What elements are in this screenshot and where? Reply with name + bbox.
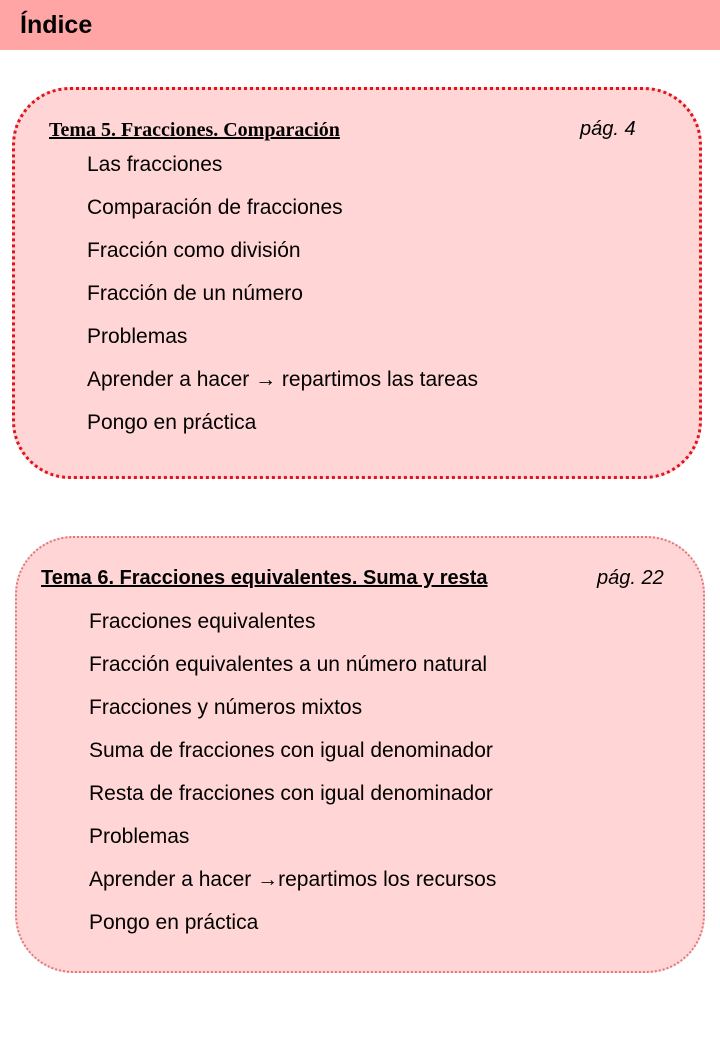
topic-6-page: pág. 22 bbox=[597, 567, 664, 589]
topic-item: Fracción de un número bbox=[87, 282, 303, 305]
topic-item: Pongo en práctica bbox=[87, 411, 257, 434]
topic-item: Problemas bbox=[87, 325, 188, 348]
topic-item: Comparación de fracciones bbox=[87, 196, 343, 219]
topic-6-item-list bbox=[89, 609, 496, 953]
topic-6-title: Tema 6. Fracciones equivalentes. Suma y resta bbox=[41, 567, 488, 589]
topic-item: Fracciones equivalentes bbox=[89, 610, 316, 633]
topic-item: Problemas bbox=[89, 825, 190, 848]
topic-5-title: Tema 5. Fracciones. Comparación bbox=[49, 119, 340, 141]
topic-item: Las fracciones bbox=[87, 153, 223, 176]
topic-item: Aprender a hacer →repartimos los recursos bbox=[89, 868, 497, 891]
topic-item: Suma de fracciones con igual denominador bbox=[89, 739, 493, 762]
topic-5-item-list bbox=[87, 152, 478, 453]
topic-5-page: pág. 4 bbox=[580, 118, 636, 140]
topic-6-box bbox=[15, 536, 705, 973]
topic-5-box bbox=[12, 87, 702, 479]
topic-item: Fracciones y números mixtos bbox=[89, 696, 363, 719]
topic-item: Pongo en práctica bbox=[89, 911, 259, 934]
page-title: Índice bbox=[20, 11, 93, 39]
topic-item: Aprender a hacer → repartimos las tareas bbox=[87, 368, 479, 391]
topic-item: Resta de fracciones con igual denominador bbox=[89, 782, 493, 805]
topic-item: Fracción equivalentes a un número natural bbox=[89, 653, 488, 676]
topic-item: Fracción como división bbox=[87, 239, 301, 262]
header-bar bbox=[0, 0, 720, 50]
